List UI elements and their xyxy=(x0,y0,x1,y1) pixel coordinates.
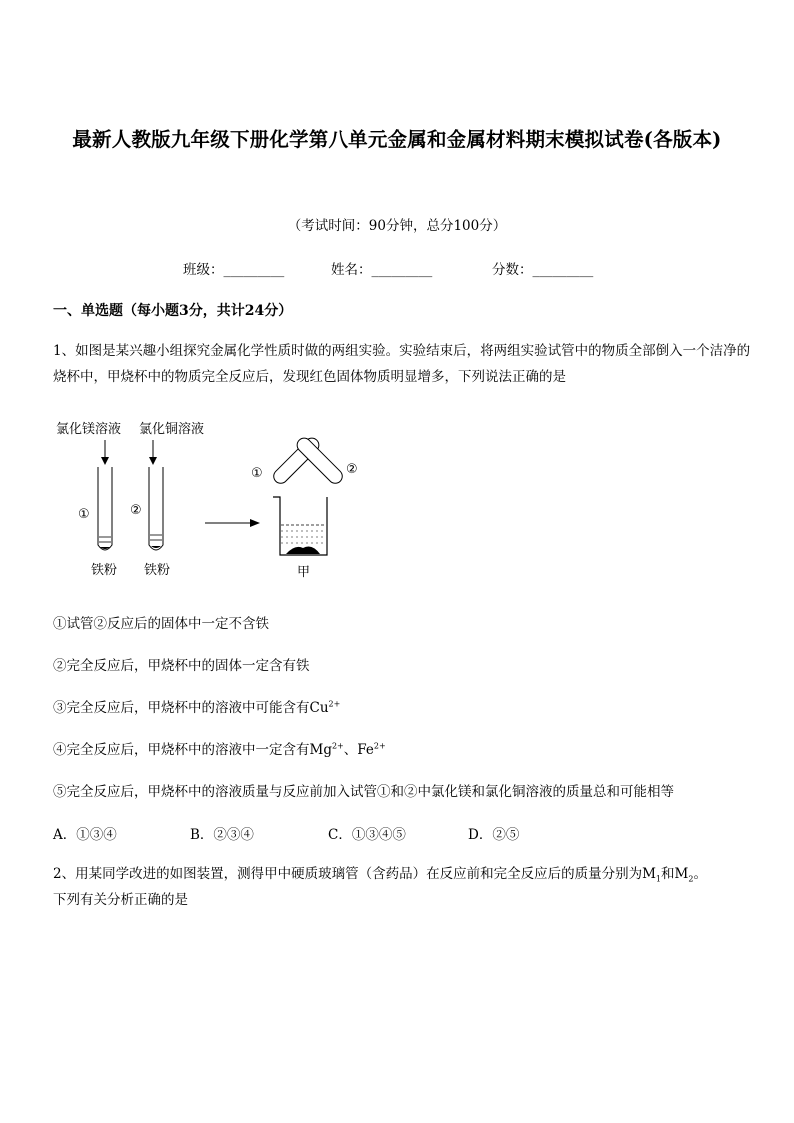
beaker-label: 甲 xyxy=(297,565,311,580)
question-2-stem: 2、用某同学改进的如图装置，测得甲中硬质玻璃管（含药品）在反应前和完全反应后的质量分别为$M_1$和$M_2$。 下列有关分析正确的是 xyxy=(53,866,707,908)
statement-2: ②完全反应后，甲烧杯中的固体一定含有铁 xyxy=(53,658,310,674)
statement-5: ⑤完全反应后，甲烧杯中的溶液质量与反应前加入试管①和②中氯化镁和氯化铜溶液的质量总和可能相等 xyxy=(53,784,674,800)
statement-4: ④完全反应后，甲烧杯中的溶液中一定含有$Mg^{2+}$、$Fe^{2+}$ xyxy=(53,741,386,758)
statement-3: ③完全反应后，甲烧杯中的溶液中可能含有$Cu^{2+}$ xyxy=(53,699,341,716)
pour-2-mark: ② xyxy=(346,462,358,477)
process-arrow-head xyxy=(250,519,260,527)
exam-title: 最新人教版九年级下册化学第八单元金属和金属材料期末模拟试卷(各版本) xyxy=(72,128,722,151)
statement-1: ①试管②反应后的固体中一定不含铁 xyxy=(53,616,269,632)
section-heading: 一、单选题（每小题3分，共计24分） xyxy=(53,303,293,319)
experiment-diagram xyxy=(50,415,358,585)
test-tube-1 xyxy=(98,467,112,550)
question-1-stem: 1、如图是某兴趣小组探究金属化学性质时做的两组实验。实验结束后，将两组实验试管中的物质全部倒入一个洁净的烧杯中，甲烧杯中的物质完全反应后，发现红色固体物质明显增多，下列说法正确的是 xyxy=(53,343,751,385)
arrow-head-left xyxy=(101,457,109,465)
class-field[interactable]: 班级：_________ xyxy=(183,262,285,278)
name-field[interactable]: 姓名：_________ xyxy=(331,262,433,278)
choice-a[interactable]: A．①③④ xyxy=(53,827,117,843)
score-field[interactable]: 分数：_________ xyxy=(492,262,594,278)
experiment-figure xyxy=(50,415,358,585)
tube-2-mark: ② xyxy=(130,503,142,518)
choice-b[interactable]: B．②③④ xyxy=(190,827,254,843)
choice-d[interactable]: D．②⑤ xyxy=(468,827,520,843)
beaker-precipitate xyxy=(286,546,320,554)
test-tube-2 xyxy=(149,467,163,550)
tube-2-powder: 铁粉 xyxy=(144,563,171,578)
choice-c[interactable]: C．①③④⑤ xyxy=(328,827,406,843)
beaker xyxy=(273,497,327,555)
label-mgcl2: 氯化镁溶液 xyxy=(56,422,122,437)
tube-1-mark: ① xyxy=(78,507,90,522)
tube-1-powder: 铁粉 xyxy=(91,563,118,578)
pour-1-mark: ① xyxy=(251,466,263,481)
label-cucl2: 氯化铜溶液 xyxy=(139,422,205,437)
arrow-head-right xyxy=(149,457,157,465)
exam-duration: （考试时间：90分钟，总分100分） xyxy=(287,218,507,234)
